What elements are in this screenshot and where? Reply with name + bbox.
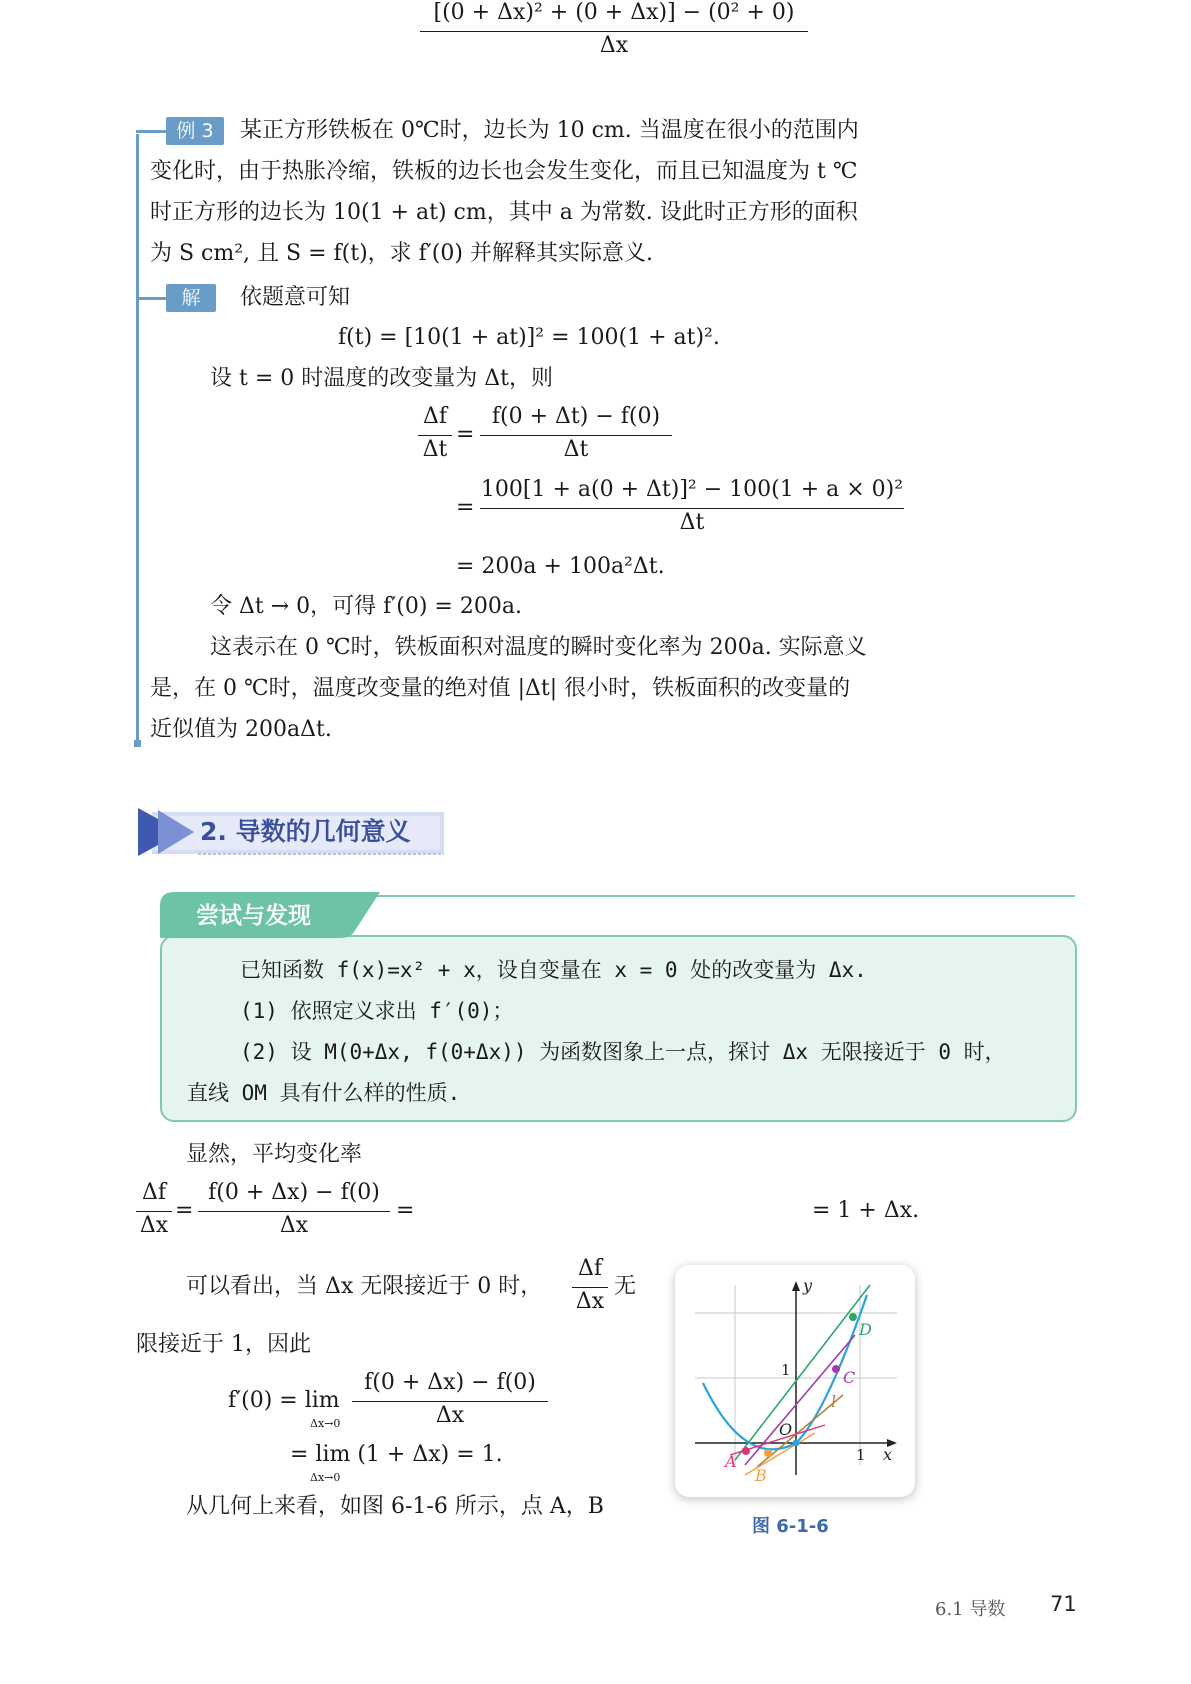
example-bar-end bbox=[134, 740, 141, 747]
equals-sign: = bbox=[456, 422, 475, 447]
fraction-denominator: Δx bbox=[279, 1213, 309, 1238]
fraction-difference-x bbox=[198, 1180, 390, 1242]
formula-f-t: f(t) = [10(1 + at)]² = 100(1 + at)². bbox=[338, 325, 720, 350]
limit-result: = lim (1 + Δx) = 1. bbox=[290, 1442, 503, 1467]
figure-graph bbox=[675, 1265, 915, 1497]
page-number: 71 bbox=[1050, 1592, 1077, 1616]
solution-tag: 解 bbox=[166, 284, 216, 312]
origin-label: O bbox=[779, 1420, 793, 1439]
example-tag: 例 3 bbox=[166, 117, 224, 145]
try-line-1: 已知函数 f(x)=x² + x，设自变量在 x = 0 处的改变量为 Δx. bbox=[240, 958, 867, 982]
label-l: l bbox=[831, 1392, 837, 1411]
fraction-numerator: f(0 + Δt) − f(0) bbox=[491, 404, 661, 429]
section-title: 2. 导数的几何意义 bbox=[200, 817, 411, 846]
point-B bbox=[764, 1449, 772, 1457]
fraction-numerator: Δf bbox=[141, 1180, 167, 1205]
figure-card bbox=[675, 1265, 915, 1497]
fraction-expanded bbox=[480, 477, 904, 539]
fraction-denominator: Δx bbox=[599, 33, 629, 58]
fraction-numerator: f(0 + Δx) − f(0) bbox=[364, 1370, 536, 1395]
fraction-bar bbox=[420, 31, 808, 32]
fraction-numerator: [(0 + Δx)² + (0 + Δx)] − (0² + 0) bbox=[433, 0, 795, 25]
average-rate-line: 显然，平均变化率 bbox=[186, 1142, 363, 1167]
example-line-3: 时正方形的边长为 10(1 + at) cm，其中 a 为常数. 设此时正方形的面积 bbox=[150, 200, 858, 225]
average-rate-result: = 1 + Δx. bbox=[812, 1198, 920, 1223]
figure-caption: 图 6-1-6 bbox=[752, 1516, 829, 1537]
result-line: = 200a + 100a²Δt. bbox=[456, 554, 665, 579]
solution-intro: 依题意可知 bbox=[240, 285, 351, 310]
observation-line-1-end: 无 bbox=[614, 1274, 637, 1299]
fraction-difference-quotient bbox=[480, 404, 672, 466]
example-line-4: 为 S cm², 且 S = f(t)，求 f′(0) 并解释其实际意义. bbox=[150, 241, 653, 266]
solution-line-2: 设 t = 0 时温度的改变量为 Δt，则 bbox=[210, 366, 553, 391]
equals-sign: = bbox=[175, 1198, 194, 1223]
fraction-bar bbox=[418, 435, 452, 436]
fraction-bar bbox=[480, 435, 672, 436]
fraction-bar bbox=[352, 1401, 548, 1402]
try-line-4: 直线 OM 具有什么样的性质. bbox=[187, 1081, 461, 1105]
x-tick-label: 1 bbox=[856, 1446, 866, 1464]
limit-lhs: f′(0) = lim bbox=[228, 1388, 340, 1413]
geometry-line: 从几何上来看，如图 6-1-6 所示，点 A，B bbox=[186, 1494, 604, 1519]
fraction-bar bbox=[572, 1287, 608, 1288]
meaning-line-3: 近似值为 200aΔt. bbox=[150, 717, 332, 742]
fraction-numerator: 100[1 + a(0 + Δt)]² − 100(1 + a × 0)² bbox=[480, 477, 904, 502]
fraction-numerator: Δf bbox=[577, 1256, 603, 1281]
label-C: C bbox=[843, 1368, 856, 1387]
try-box-top-line bbox=[375, 895, 1075, 897]
fraction-bar bbox=[480, 508, 904, 509]
fraction-df-dx bbox=[136, 1180, 172, 1242]
point-C bbox=[832, 1365, 840, 1373]
fraction-denominator: Δx bbox=[139, 1213, 169, 1238]
limit-subscript: Δx→0 bbox=[310, 1417, 341, 1430]
fraction-df-dx-inline bbox=[572, 1256, 608, 1318]
fraction-numerator: Δf bbox=[422, 404, 448, 429]
label-B: B bbox=[755, 1466, 767, 1485]
observation-line-1: 可以看出，当 Δx 无限接近于 0 时， bbox=[186, 1274, 543, 1299]
point-O bbox=[793, 1440, 800, 1447]
point-D bbox=[849, 1313, 857, 1321]
observation-line-2: 限接近于 1，因此 bbox=[136, 1332, 311, 1357]
fraction-bar bbox=[198, 1211, 390, 1212]
meaning-line-1: 这表示在 0 ℃时，铁板面积对温度的瞬时变化率为 200a. 实际意义 bbox=[210, 635, 867, 660]
fraction-numerator: f(0 + Δx) − f(0) bbox=[208, 1180, 380, 1205]
label-A: A bbox=[725, 1452, 737, 1471]
fraction-df-dt bbox=[418, 404, 452, 466]
example-line-2: 变化时，由于热胀冷缩，铁板的边长也会发生变化，而且已知温度为 t ℃ bbox=[150, 159, 858, 184]
fraction-denominator: Δt bbox=[563, 437, 589, 462]
fraction-denominator: Δx bbox=[575, 1289, 605, 1314]
limit-subscript-2: Δx→0 bbox=[310, 1471, 341, 1484]
fraction-denominator: Δt bbox=[679, 510, 705, 535]
footer-section: 6.1 导数 bbox=[935, 1599, 1006, 1620]
x-label: x bbox=[883, 1445, 893, 1464]
y-tick-label: 1 bbox=[781, 1361, 791, 1379]
try-line-2: (1) 依照定义求出 f′(0)； bbox=[240, 999, 514, 1023]
limit-line: 令 Δt → 0，可得 f′(0) = 200a. bbox=[210, 594, 522, 619]
solution-tag-connector bbox=[136, 297, 168, 300]
y-axis-arrow-icon bbox=[792, 1281, 800, 1291]
y-label: y bbox=[803, 1276, 813, 1295]
point-A bbox=[742, 1447, 750, 1455]
example-left-bar bbox=[136, 134, 139, 744]
example-tag-connector bbox=[136, 130, 168, 133]
try-line-3: (2) 设 M(0+Δx, f(0+Δx)) 为函数图象上一点，探讨 Δx 无限接近于 0 时， bbox=[240, 1040, 1006, 1064]
fraction-limit bbox=[352, 1370, 548, 1432]
fraction-denominator: Δx bbox=[435, 1403, 465, 1428]
label-D: D bbox=[859, 1320, 872, 1339]
meaning-line-2: 是，在 0 ℃时，温度改变量的绝对值 |Δt| 很小时，铁板面积的改变量的 bbox=[150, 676, 851, 701]
equals-sign: = bbox=[456, 495, 475, 520]
try-discover-label: 尝试与发现 bbox=[196, 903, 311, 929]
example-line-1: 某正方形铁板在 0℃时，边长为 10 cm. 当温度在很小的范围内 bbox=[240, 118, 859, 143]
fraction-denominator: Δt bbox=[422, 437, 448, 462]
fraction-expanded-x bbox=[420, 0, 808, 62]
fraction-bar bbox=[136, 1211, 172, 1212]
equals-sign: = bbox=[396, 1198, 415, 1223]
